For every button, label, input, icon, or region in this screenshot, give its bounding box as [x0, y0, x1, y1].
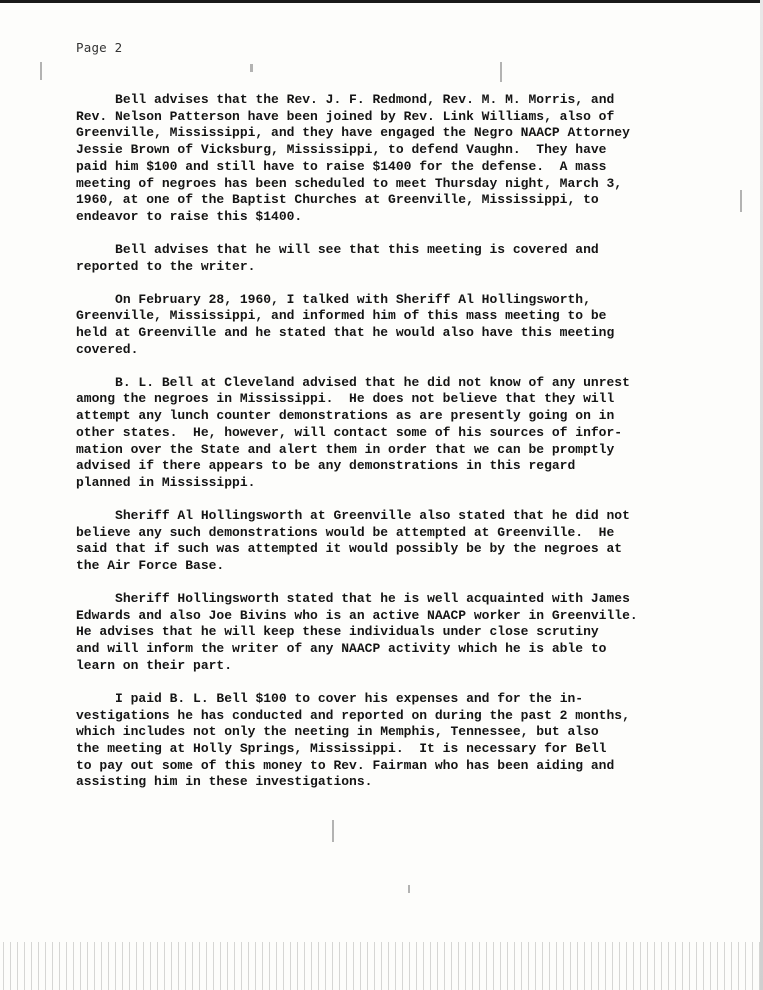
paragraph-5: Sheriff Al Hollingsworth at Greenville also stated that he did not believe any such demonstrations would be attempted at Greenville. He said that if such was attempted it would possibly be by the negroes at the Air Force Base. [76, 507, 630, 574]
paragraph-4: B. L. Bell at Cleveland advised that he did not know of any unrest among the negroes in Mississippi. He does not believe that they will attempt any lunch counter demonstrations as are presently going on in other states. He, however, will contact some of his sources of infor- mation over the State and alert them in order that we can be promptly advised if there appears to be any demonstrations in this regard planned in Mississippi. [76, 374, 630, 490]
page-number: Page 2 [76, 40, 123, 55]
paragraph-2: Bell advises that he will see that this meeting is covered and reported to the writer. [76, 241, 599, 274]
paragraph-6: Sheriff Hollingsworth stated that he is well acquainted with James Edwards and also Joe Bivins who is an active NAACP worker in Greenville. He advises that he will keep these individuals under close scrutiny and will inform the writer of any NAACP activity which he is able to learn on their part. [76, 591, 638, 673]
scan-speck [740, 190, 742, 212]
scan-noise-band [0, 942, 763, 990]
scan-speck [500, 62, 502, 82]
scan-speck [40, 62, 42, 80]
document-body [76, 92, 716, 807]
paragraph-7: I paid B. L. Bell $100 to cover his expenses and for the in- vestigations he has conducted and reported on during the past 2 months, which includes not only the neeting in Memphis, Tennessee, but also the meeting at Holly Springs, Mississippi. It is necessary for Bell to pay out some of this money to Rev. Fairman who has been aiding and assisting him in these investigations. [76, 690, 630, 790]
top-border-line [0, 0, 763, 3]
scan-speck [250, 64, 253, 72]
scan-speck [408, 885, 410, 893]
paragraph-3: On February 28, 1960, I talked with Sheriff Al Hollingsworth, Greenville, Mississippi, and informed him of this mass meeting to be held at Greenville and he stated that he would also have this meeting covered. [76, 291, 615, 357]
scan-speck [332, 820, 334, 842]
paragraph-1: Bell advises that the Rev. J. F. Redmond, Rev. M. M. Morris, and Rev. Nelson Patterson have been joined by Rev. Link Williams, also of Greenville, Mississippi, and they have engaged the Negro NAACP Attorney Jessie Brown of Vicksburg, Mississippi, to defend Vaughn. They have paid him $100 and still have to raise $1400 for the defense. A mass meeting of negroes has been scheduled to meet Thursday night, March 3, 1960, at one of the Baptist Churches at Greenville, Mississippi, to endeavor to raise this $1400. [76, 92, 630, 224]
